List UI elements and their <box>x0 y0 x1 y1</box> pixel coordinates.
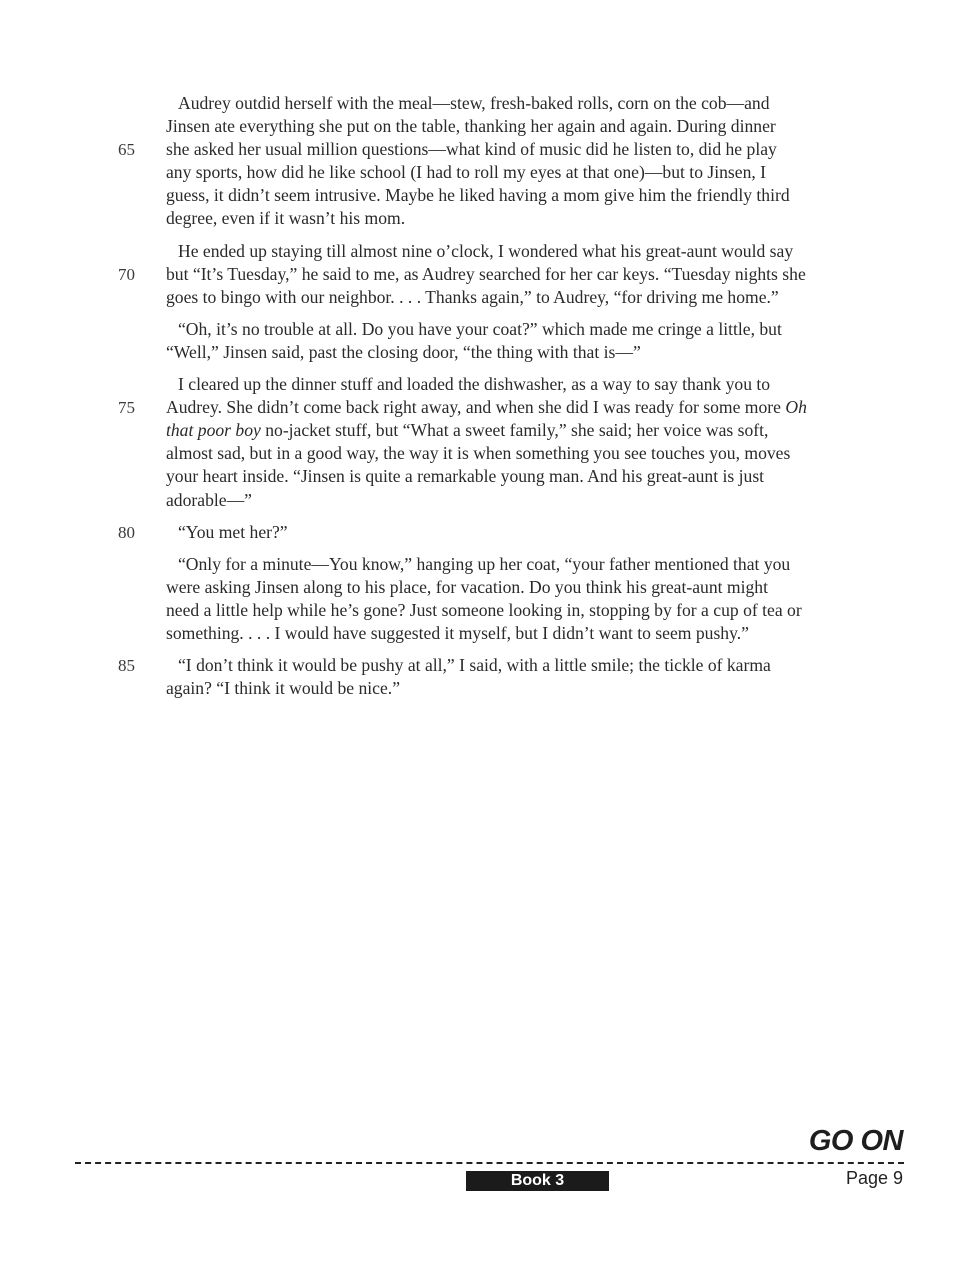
text-segment: Audrey. She didn’t come back right away, and when she did I was ready for some more <box>166 397 781 418</box>
text-line: “Well,” Jinsen said, past the closing door, “the thing with that is—” <box>166 341 641 362</box>
italic-text: that poor boy <box>166 420 261 441</box>
italic-text: Oh <box>785 397 807 418</box>
text-segment: no-jacket stuff, but “What a sweet family,” she said; her voice was soft, <box>265 420 769 441</box>
reading-passage <box>118 92 856 709</box>
text-line <box>166 419 856 442</box>
line-number: 75 <box>118 398 135 418</box>
text-line: Audrey outdid herself with the meal—stew, fresh-baked rolls, corn on the cob—and <box>178 93 770 113</box>
paragraph-7 <box>118 654 856 700</box>
text-line: Jinsen ate everything she put on the table, thanking her again and again. During dinner <box>166 116 776 137</box>
text-line: “Oh, it’s no trouble at all. Do you have your coat?” which made me cringe a little, but <box>178 318 782 339</box>
text-line: guess, it didn’t seem intrusive. Maybe he liked having a mom give him the friendly third <box>166 185 790 206</box>
text-line <box>166 396 856 419</box>
paragraph-4 <box>118 373 856 512</box>
paragraph-2 <box>118 240 856 309</box>
paragraph-6 <box>166 553 856 645</box>
text-line: she asked her usual million questions—what kind of music did he listen to, did he play <box>166 139 777 160</box>
go-on-label: GO ON <box>808 1125 903 1157</box>
text-line: degree, even if it wasn’t his mom. <box>166 208 406 229</box>
line-number: 65 <box>118 140 135 159</box>
paragraph-1 <box>118 92 856 231</box>
text-line: were asking Jinsen along to his place, for vacation. Do you think his great-aunt might <box>166 576 768 597</box>
text-line: something. . . . I would have suggested it myself, but I didn’t want to seem pushy.” <box>166 622 749 643</box>
text-line: almost sad, but in a good way, the way it is when something you see touches you, moves <box>166 443 791 464</box>
paragraph-5 <box>118 521 856 544</box>
line-number: 80 <box>118 522 135 542</box>
text-line: your heart inside. “Jinsen is quite a remarkable young man. And his great-aunt is just <box>166 466 765 487</box>
text-line: but “It’s Tuesday,” he said to me, as Audrey searched for her car keys. “Tuesday nights she <box>166 263 806 284</box>
text-line: “I don’t think it would be pushy at all,” I said, with a little smile; the tickle of karma <box>178 655 771 676</box>
text-line: “You met her?” <box>178 521 288 542</box>
text-line: I cleared up the dinner stuff and loaded the dishwasher, as a way to say thank you to <box>178 374 771 395</box>
text-line: adorable—” <box>166 489 252 510</box>
footer-divider <box>75 1162 904 1164</box>
line-number: 85 <box>118 656 135 676</box>
text-line: need a little help while he’s gone? Just someone looking in, stopping by for a cup of tea or <box>166 599 802 620</box>
text-line: any sports, how did he like school (I had to roll my eyes at that one)—but to Jinsen, I <box>166 162 767 183</box>
page-number: Page 9 <box>845 1168 903 1188</box>
text-line: “Only for a minute—You know,” hanging up her coat, “your father mentioned that you <box>178 553 791 574</box>
line-number: 70 <box>118 264 135 284</box>
paragraph-3 <box>166 318 856 364</box>
text-line: goes to bingo with our neighbor. . . . Thanks again,” to Audrey, “for driving me home.” <box>166 286 779 307</box>
text-line: He ended up staying till almost nine o’clock, I wondered what his great-aunt would say <box>178 240 794 261</box>
book-label: Book 3 <box>466 1171 609 1191</box>
text-line: again? “I think it would be nice.” <box>166 678 401 699</box>
